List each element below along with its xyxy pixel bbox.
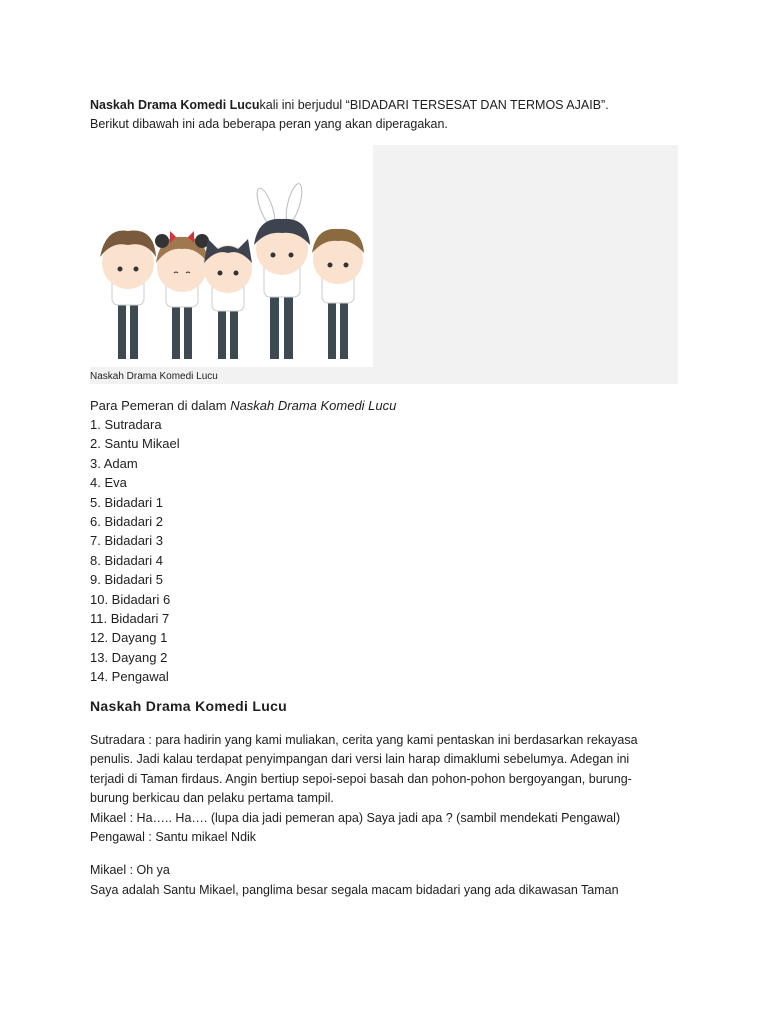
list-item: 1. Sutradara bbox=[90, 417, 162, 432]
list-item: 5. Bidadari 1 bbox=[90, 494, 163, 510]
character-1 bbox=[100, 231, 156, 359]
chibi-group-image bbox=[90, 145, 373, 367]
cast-title-italic: Naskah Drama Komedi Lucu bbox=[230, 398, 397, 413]
script-line: Pengawal : Santu mikael Ndik bbox=[90, 830, 257, 845]
script-line: Saya adalah Santu Mikael, panglima besar segala macam bidadari yang ada dikawasan Taman bbox=[90, 882, 619, 897]
list-item: 4. Eva bbox=[90, 475, 127, 491]
chibi-characters-illustration bbox=[90, 145, 373, 367]
list-item: 8. Bidadari 4 bbox=[90, 552, 163, 568]
intro-line-2: Berikut dibawah ini ada beberapa peran yang akan diperagakan. bbox=[90, 117, 448, 131]
list-item: 12. Dayang 1 bbox=[90, 630, 168, 646]
cast-title bbox=[90, 396, 396, 415]
script-line: Sutradara : para hadirin yang kami muliakan, cerita yang kami pentaskan ini berdasarkan rekayasa bbox=[90, 733, 638, 747]
character-3 bbox=[204, 239, 252, 359]
list-item: 6. Bidadari 2 bbox=[90, 514, 163, 530]
list-item: 10. Bidadari 6 bbox=[90, 591, 171, 607]
cast-list bbox=[90, 415, 180, 687]
intro-text: kali ini berjudul “BIDADARI TERSESAT DAN TERMOS AJAIB”. bbox=[259, 98, 609, 112]
list-item: 3. Adam bbox=[90, 455, 138, 471]
list-item: 7. Bidadari 3 bbox=[90, 533, 163, 549]
script-line: burung berkicau dan pelaku pertama tampil. bbox=[90, 791, 334, 806]
list-item: 2. Santu Mikael bbox=[90, 436, 180, 452]
script-line: Mikael : Oh ya bbox=[90, 863, 170, 878]
cast-title-prefix: Para Pemeran di dalam bbox=[90, 398, 231, 413]
list-item: 9. Bidadari 5 bbox=[90, 572, 163, 588]
script-line: Mikael : Ha….. Ha…. (lupa dia jadi pemeran apa) Saya jadi apa ? (sambil mendekati Pengawal) bbox=[90, 810, 621, 825]
character-5 bbox=[312, 229, 364, 359]
intro-bold-title: Naskah Drama Komedi Lucu bbox=[90, 98, 260, 112]
script-line: terjadi di Taman firdaus. Angin bertiup sepoi-sepoi basah dan pohon-pohon bergoyangan, burung- bbox=[90, 771, 632, 786]
cover-figure bbox=[90, 145, 678, 384]
list-item: 11. Bidadari 7 bbox=[90, 611, 170, 627]
character-4 bbox=[254, 182, 310, 359]
script-line: penulis. Jadi kalau terdapat penyimpangan dari versi lain harap dimaklumi sebelumya. Adegan ini bbox=[90, 752, 630, 767]
list-item: 13. Dayang 2 bbox=[90, 649, 168, 665]
figure-caption: Naskah Drama Komedi Lucu bbox=[90, 371, 218, 382]
list-item: 14. Pengawal bbox=[90, 669, 169, 685]
character-2 bbox=[155, 231, 209, 359]
intro-paragraph bbox=[90, 96, 690, 134]
script-text bbox=[90, 731, 680, 900]
section-heading: Naskah Drama Komedi Lucu bbox=[90, 698, 288, 714]
